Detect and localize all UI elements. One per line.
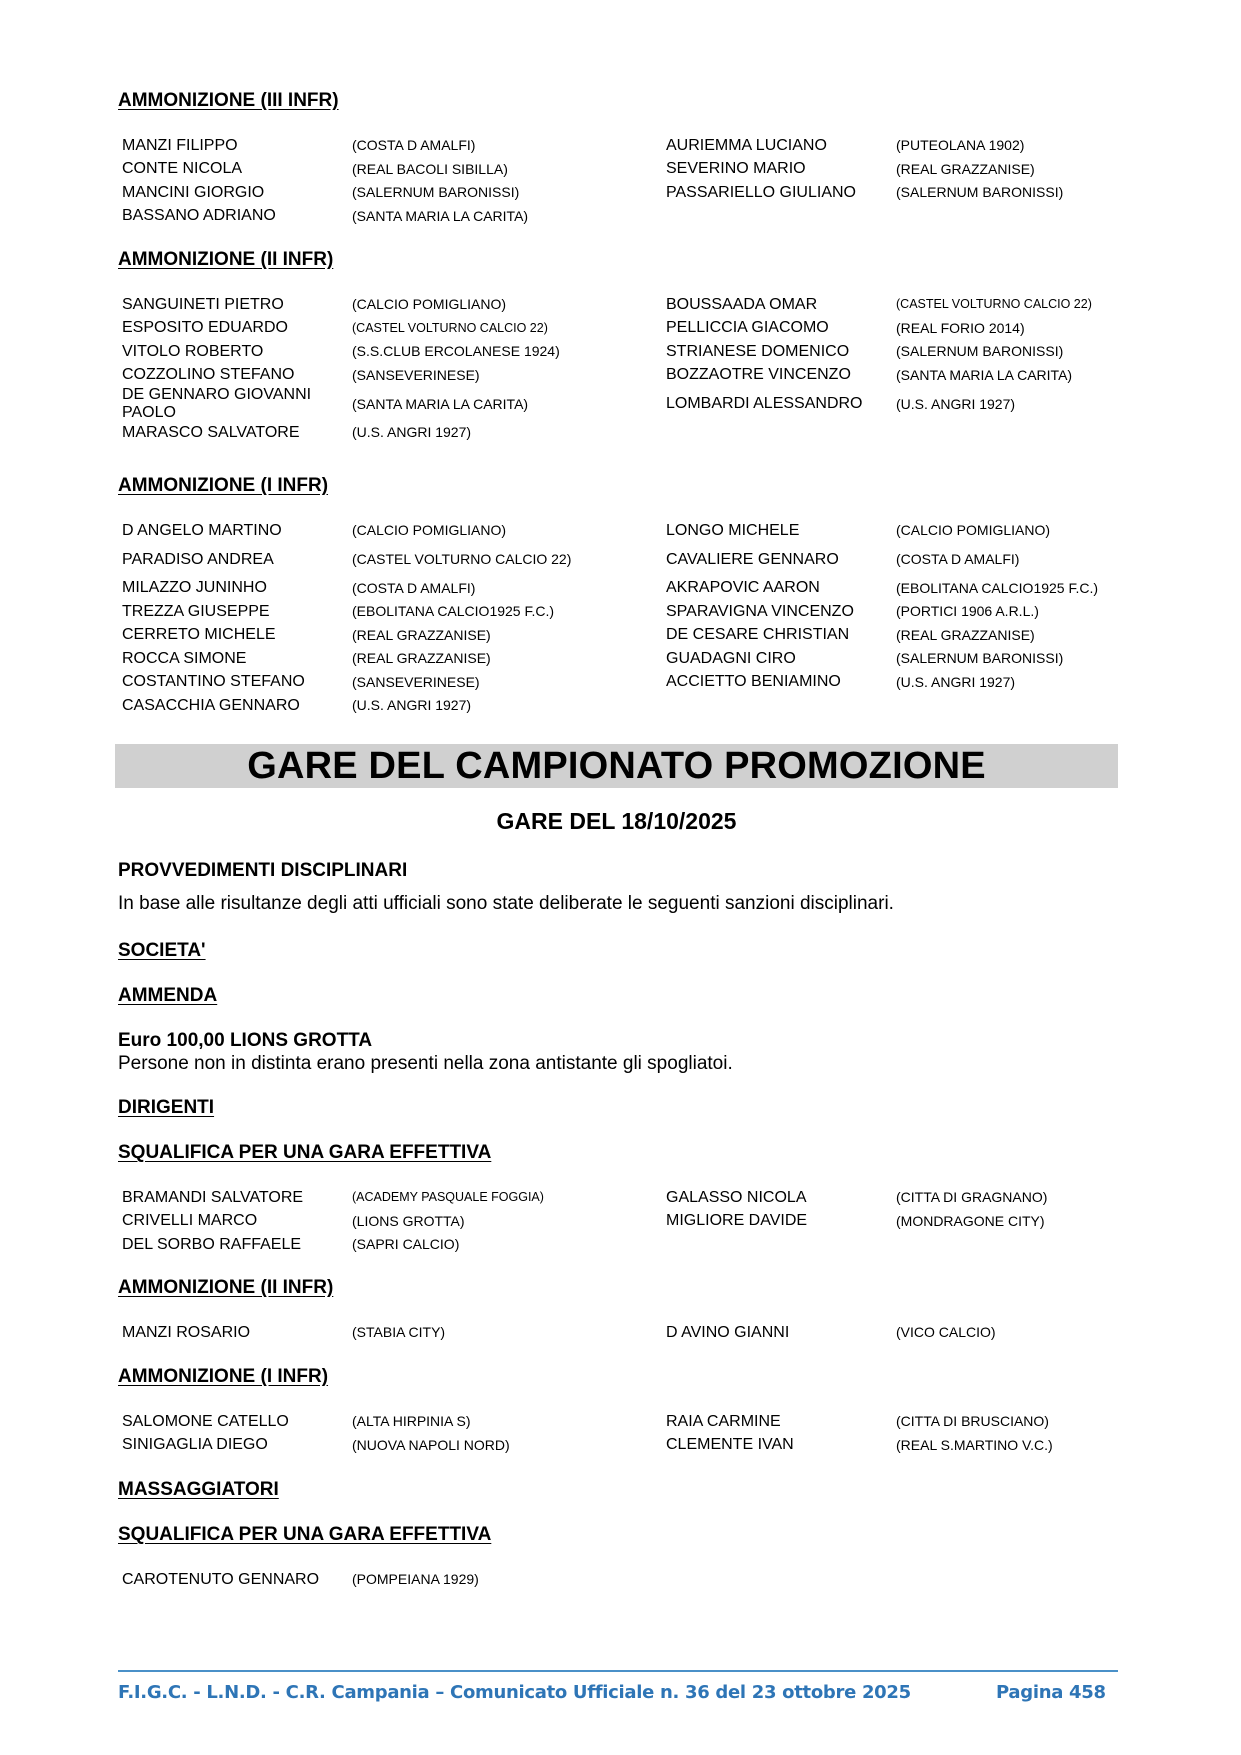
club-name: (COSTA D AMALFI) [352, 137, 476, 154]
player-name: AKRAPOVIC AARON [666, 579, 820, 597]
societa-heading: SOCIETA' [118, 940, 206, 961]
table-row [118, 387, 1128, 421]
club-name: (U.S. ANGRI 1927) [896, 673, 1016, 690]
section-heading-amm1: AMMONIZIONE (I INFR) [118, 475, 329, 496]
club-name: (POMPEIANA 1929) [352, 1571, 479, 1588]
player-name: LONGO MICHELE [666, 521, 800, 539]
matchday-heading: GARE DEL 18/10/2025 [496, 808, 737, 834]
person-name: BRAMANDI SALVATORE [122, 1188, 304, 1206]
club-name: (REAL BACOLI SIBILLA) [352, 160, 508, 177]
player-name: ESPOSITO EDUARDO [122, 319, 288, 337]
club-name: (REAL GRAZZANISE) [352, 650, 491, 667]
table-amm3 [118, 134, 1128, 228]
player-name: DE CESARE CHRISTIAN [666, 626, 850, 644]
massaggiatori-heading: MASSAGGIATORI [118, 1479, 279, 1500]
player-name: BOZZAOTRE VINCENZO [666, 366, 851, 384]
footer-divider [118, 1670, 1118, 1672]
club-name: (REAL S.MARTINO V.C.) [896, 1436, 1053, 1453]
section-heading-dir-amm2: AMMONIZIONE (II INFR) [118, 1277, 334, 1298]
club-name: (ALTA HIRPINIA S) [352, 1413, 471, 1430]
club-name: (SALERNUM BARONISSI) [896, 343, 1064, 360]
club-name: (PUTEOLANA 1902) [896, 137, 1025, 154]
club-name: (U.S. ANGRI 1927) [352, 697, 472, 714]
footer-page-number: Pagina 458 [996, 1682, 1106, 1703]
table-row [118, 1410, 1128, 1434]
player-name: VITOLO ROBERTO [122, 342, 264, 360]
club-name: (U.S. ANGRI 1927) [896, 395, 1016, 412]
table-row [118, 1321, 1128, 1345]
provvedimenti-text: In base alle risultanze degli atti ufficiali sono state deliberate le seguenti sanzioni disciplinari. [118, 893, 894, 914]
club-name: (SANSEVERINESE) [352, 673, 480, 690]
club-name: (NUOVA NAPOLI NORD) [352, 1436, 510, 1453]
table-row [118, 293, 1128, 317]
club-name: (ACADEMY PASQUALE FOGGIA) [352, 1190, 544, 1205]
person-name: MIGLIORE DAVIDE [666, 1212, 808, 1230]
player-name: GUADAGNI CIRO [666, 649, 796, 667]
table-amm2 [118, 293, 1128, 445]
footer-communique: F.I.G.C. - L.N.D. - C.R. Campania – Comunicato Ufficiale n. 36 del 23 ottobre 2025 [118, 1682, 911, 1703]
club-name: (SANTA MARIA LA CARITA) [352, 207, 529, 224]
table-row [118, 694, 1128, 718]
club-name: (SALERNUM BARONISSI) [352, 184, 520, 201]
banner-title: GARE DEL CAMPIONATO PROMOZIONE [247, 744, 986, 787]
player-name: COSTANTINO STEFANO [122, 673, 305, 691]
table-row [118, 317, 1128, 341]
club-name: (REAL GRAZZANISE) [352, 626, 491, 643]
table-dirigenti-amm1 [118, 1410, 1128, 1457]
player-name: LOMBARDI ALESSANDRO [666, 395, 863, 412]
person-name: MANZI ROSARIO [122, 1323, 251, 1341]
player-name: SANGUINETI PIETRO [122, 295, 284, 313]
section-heading-amm3: AMMONIZIONE (III INFR) [118, 90, 339, 111]
table-massaggiatori [118, 1568, 1128, 1592]
table-row [118, 671, 1128, 695]
club-name: (REAL FORIO 2014) [896, 319, 1025, 336]
player-name: STRIANESE DOMENICO [666, 342, 850, 360]
club-name: (SALERNUM BARONISSI) [896, 650, 1064, 667]
club-name: (U.S. ANGRI 1927) [352, 424, 472, 441]
club-name: (MONDRAGONE CITY) [896, 1212, 1045, 1229]
player-name: MANCINI GIORGIO [122, 183, 265, 201]
table-row [118, 519, 1128, 543]
provvedimenti-heading: PROVVEDIMENTI DISCIPLINARI [118, 860, 408, 881]
person-name: DEL SORBO RAFFAELE [122, 1235, 302, 1253]
club-name: (CITTA DI BRUSCIANO) [896, 1413, 1049, 1430]
club-name: (SANSEVERINESE) [352, 366, 480, 383]
club-name: (CASTEL VOLTURNO CALCIO 22) [896, 297, 1092, 312]
club-name: (SAPRI CALCIO) [352, 1236, 460, 1253]
section-heading-amm2: AMMONIZIONE (II INFR) [118, 249, 334, 270]
table-row [118, 205, 1128, 229]
championship-banner [115, 744, 1118, 788]
table-row [118, 364, 1128, 388]
club-name: (COSTA D AMALFI) [896, 551, 1020, 567]
player-name: ACCIETTO BENIAMINO [666, 673, 841, 691]
player-name: ROCCA SIMONE [122, 649, 247, 667]
table-row [118, 1434, 1128, 1458]
player-name: CONTE NICOLA [122, 160, 243, 178]
table-row [118, 340, 1128, 364]
player-name: SPARAVIGNA VINCENZO [666, 602, 854, 620]
player-name: MARASCO SALVATORE [122, 423, 300, 441]
table-row [118, 134, 1128, 158]
massaggiatori-squalifica-heading: SQUALIFICA PER UNA GARA EFFETTIVA [118, 1524, 492, 1545]
table-row [118, 543, 1128, 577]
table-row [118, 624, 1128, 648]
player-name: D ANGELO MARTINO [122, 521, 282, 539]
club-name: (SANTA MARIA LA CARITA) [896, 366, 1073, 383]
club-name: (COSTA D AMALFI) [352, 579, 476, 596]
person-name: SALOMONE CATELLO [122, 1412, 289, 1430]
club-name: (CASTEL VOLTURNO CALCIO 22) [352, 320, 548, 335]
dirigenti-heading: DIRIGENTI [118, 1097, 215, 1118]
club-name: (CALCIO POMIGLIANO) [896, 522, 1051, 539]
table-amm1 [118, 519, 1128, 718]
person-name: GALASSO NICOLA [666, 1188, 807, 1206]
ammenda-heading: AMMENDA [118, 985, 218, 1006]
table-row [118, 577, 1128, 601]
player-name: BOUSSAADA OMAR [666, 295, 818, 313]
club-name: (CALCIO POMIGLIANO) [352, 522, 507, 539]
table-row [118, 1210, 1128, 1234]
club-name: (CASTEL VOLTURNO CALCIO 22) [352, 551, 572, 567]
player-name: AURIEMMA LUCIANO [666, 136, 827, 154]
table-row [118, 421, 1128, 445]
player-name: BASSANO ADRIANO [122, 207, 276, 225]
player-name: MILAZZO JUNINHO [122, 579, 267, 597]
club-name: (REAL GRAZZANISE) [896, 160, 1035, 177]
club-name: (EBOLITANA CALCIO1925 F.C.) [352, 603, 555, 620]
player-name: PELLICCIA GIACOMO [666, 319, 829, 337]
club-name: (EBOLITANA CALCIO1925 F.C.) [896, 579, 1099, 596]
fine-line: Euro 100,00 LIONS GROTTA [118, 1030, 373, 1051]
club-name: (VICO CALCIO) [896, 1324, 996, 1341]
person-name: RAIA CARMINE [666, 1412, 781, 1430]
person-name: CRIVELLI MARCO [122, 1212, 258, 1230]
table-row [118, 158, 1128, 182]
club-name: (SANTA MARIA LA CARITA) [352, 395, 529, 412]
table-row [118, 1186, 1128, 1210]
player-name: CASACCHIA GENNARO [122, 696, 300, 714]
club-name: (LIONS GROTTA) [352, 1212, 465, 1229]
table-row [118, 600, 1128, 624]
table-row [118, 1233, 1128, 1257]
player-name: DE GENNARO GIOVANNI PAOLO [122, 386, 312, 421]
person-name: CLEMENTE IVAN [666, 1436, 794, 1454]
table-row [118, 1568, 1128, 1592]
section-heading-dir-amm1: AMMONIZIONE (I INFR) [118, 1366, 329, 1387]
club-name: (PORTICI 1906 A.R.L.) [896, 603, 1039, 620]
player-name: COZZOLINO STEFANO [122, 366, 295, 384]
club-name: (STABIA CITY) [352, 1324, 446, 1341]
player-name: PASSARIELLO GIULIANO [666, 183, 856, 201]
person-name: D AVINO GIANNI [666, 1323, 790, 1341]
person-name: CAROTENUTO GENNARO [122, 1570, 320, 1588]
club-name: (CALCIO POMIGLIANO) [352, 296, 507, 313]
club-name: (CITTA DI GRAGNANO) [896, 1189, 1048, 1206]
player-name: TREZZA GIUSEPPE [122, 602, 270, 620]
player-name: CERRETO MICHELE [122, 626, 276, 644]
player-name: MANZI FILIPPO [122, 136, 238, 154]
club-name: (REAL GRAZZANISE) [896, 626, 1035, 643]
club-name: (S.S.CLUB ERCOLANESE 1924) [352, 343, 560, 360]
player-name: PARADISO ANDREA [122, 550, 274, 568]
player-name: SEVERINO MARIO [666, 160, 806, 178]
fine-reason: Persone non in distinta erano presenti nella zona antistante gli spogliatoi. [118, 1053, 733, 1074]
table-row [118, 181, 1128, 205]
table-row [118, 647, 1128, 671]
player-name: CAVALIERE GENNARO [666, 550, 839, 568]
table-dirigenti-amm2 [118, 1321, 1128, 1345]
person-name: SINIGAGLIA DIEGO [122, 1436, 268, 1454]
table-dirigenti-squalifica [118, 1186, 1128, 1257]
club-name: (SALERNUM BARONISSI) [896, 184, 1064, 201]
squalifica-heading: SQUALIFICA PER UNA GARA EFFETTIVA [118, 1142, 492, 1163]
